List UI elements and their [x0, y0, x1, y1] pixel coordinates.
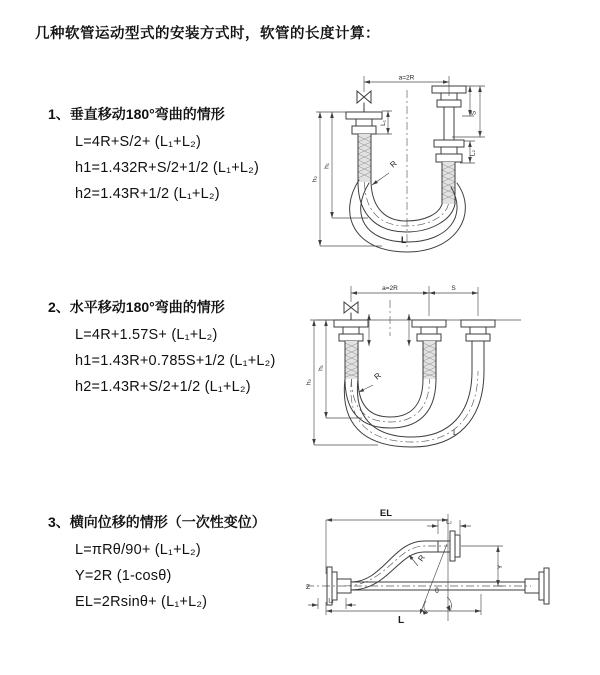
right-flange [525, 568, 549, 604]
section-lateral-displacement [48, 512, 266, 610]
formula-h2: h2=1.43R+S/2+1/2 (L₁+L₂) [75, 379, 251, 395]
dim-label-s: S [470, 110, 478, 116]
length-label: L [397, 615, 405, 626]
formula-y: Y=2R (1-cosθ) [75, 568, 172, 584]
dim-lines-fitting [369, 314, 409, 346]
right-lower-flange [434, 140, 464, 162]
angle-arc-arrows [424, 597, 452, 613]
radius-leader-arrow [359, 388, 364, 392]
dim-label-a2r: a=2R [398, 74, 415, 82]
dim-arrows [312, 320, 328, 445]
dim-label-l2: L₂ [446, 519, 452, 526]
dim-label-h2: h₂ [311, 175, 319, 183]
length-label: L [401, 235, 407, 245]
hose-curve-moved-outer [344, 371, 484, 447]
formula-l: L=πRθ/90+ (L₁+L₂) [75, 542, 201, 558]
hose-assembly [346, 86, 466, 252]
dim-label-l1: L₁ [328, 598, 334, 605]
left-flange [334, 320, 368, 341]
formula-el: EL=2Rsinθ+ (L₁+L₂) [75, 594, 208, 610]
formula-l: L=4R+1.57S+ (L₁+L₂) [75, 327, 218, 343]
radius-label: R [416, 553, 427, 564]
radius-label: R [388, 158, 399, 170]
diagram-horizontal-180-bend [306, 276, 600, 453]
hose-curve-inner [371, 182, 442, 221]
hose-curve-inner [358, 379, 423, 417]
dim-label-l1: L₁ [380, 120, 387, 126]
diagram-lateral-displacement [298, 494, 598, 661]
section-2-heading: 2、水平移动180°弯曲的情形 [48, 299, 225, 315]
angle-label: θ [435, 588, 439, 595]
section-1-heading: 1、垂直移动180°弯曲的情形 [48, 106, 225, 122]
dimension-annotations [306, 285, 479, 445]
dim-label-h2: h₂ [305, 378, 313, 386]
diagram-vertical-180-bend [312, 66, 597, 262]
dim-label-l2: L₂ [469, 149, 477, 157]
formula-h1: h1=1.43R+0.785S+1/2 (L₁+L₂) [75, 353, 276, 369]
dim-lines-h [316, 112, 382, 246]
dim-label-y: Y [497, 564, 504, 570]
page-title: 几种软管运动型式的安装方式时，软管的长度计算： [35, 26, 380, 42]
length-label: L [453, 428, 458, 437]
radius-leader-arrow [372, 180, 378, 185]
dim-line-el [326, 514, 448, 621]
right-pipe-walls [472, 341, 484, 371]
s-curve-upper-wall [351, 541, 438, 582]
dim-label-h1: h₁ [317, 365, 325, 371]
hose-assembly [334, 302, 495, 447]
dim-label-h1: h₁ [323, 163, 331, 169]
dim-label-a2r: a=2R [382, 285, 398, 292]
dim-label-z: Z [306, 584, 310, 591]
dim-label-el: EL [379, 508, 393, 519]
dim-arrows [367, 314, 411, 346]
dim-lines-h [310, 320, 378, 445]
dim-arrows [423, 605, 451, 615]
valve-icon [344, 302, 358, 320]
dim-arrows [318, 112, 334, 246]
middle-flange [412, 320, 446, 341]
radius-label: R [372, 370, 383, 382]
section-horizontal-180 [48, 297, 276, 395]
hose-centerline [365, 182, 449, 226]
dim-lines-top [351, 286, 478, 316]
upper-flange [438, 531, 460, 561]
section-3-heading: 3、横向位移的情形（一次性变位） [48, 514, 266, 530]
right-pipe-walls [444, 107, 454, 140]
formula-h1: h1=1.432R+S/2+1/2 (L₁+L₂) [75, 160, 260, 176]
radius-line [420, 544, 447, 614]
dim-label-s: S [451, 285, 456, 292]
hose-moved-centerline [351, 371, 478, 442]
section-vertical-180 [48, 104, 259, 202]
formula-h2: h2=1.43R+1/2 (L₁+L₂) [75, 186, 220, 202]
left-flange [346, 112, 382, 134]
formula-l: L=4R+S/2+ (L₁+L₂) [75, 134, 201, 150]
right-flange [461, 320, 495, 341]
valve-icon [357, 91, 371, 112]
dimension-annotations [306, 508, 504, 626]
